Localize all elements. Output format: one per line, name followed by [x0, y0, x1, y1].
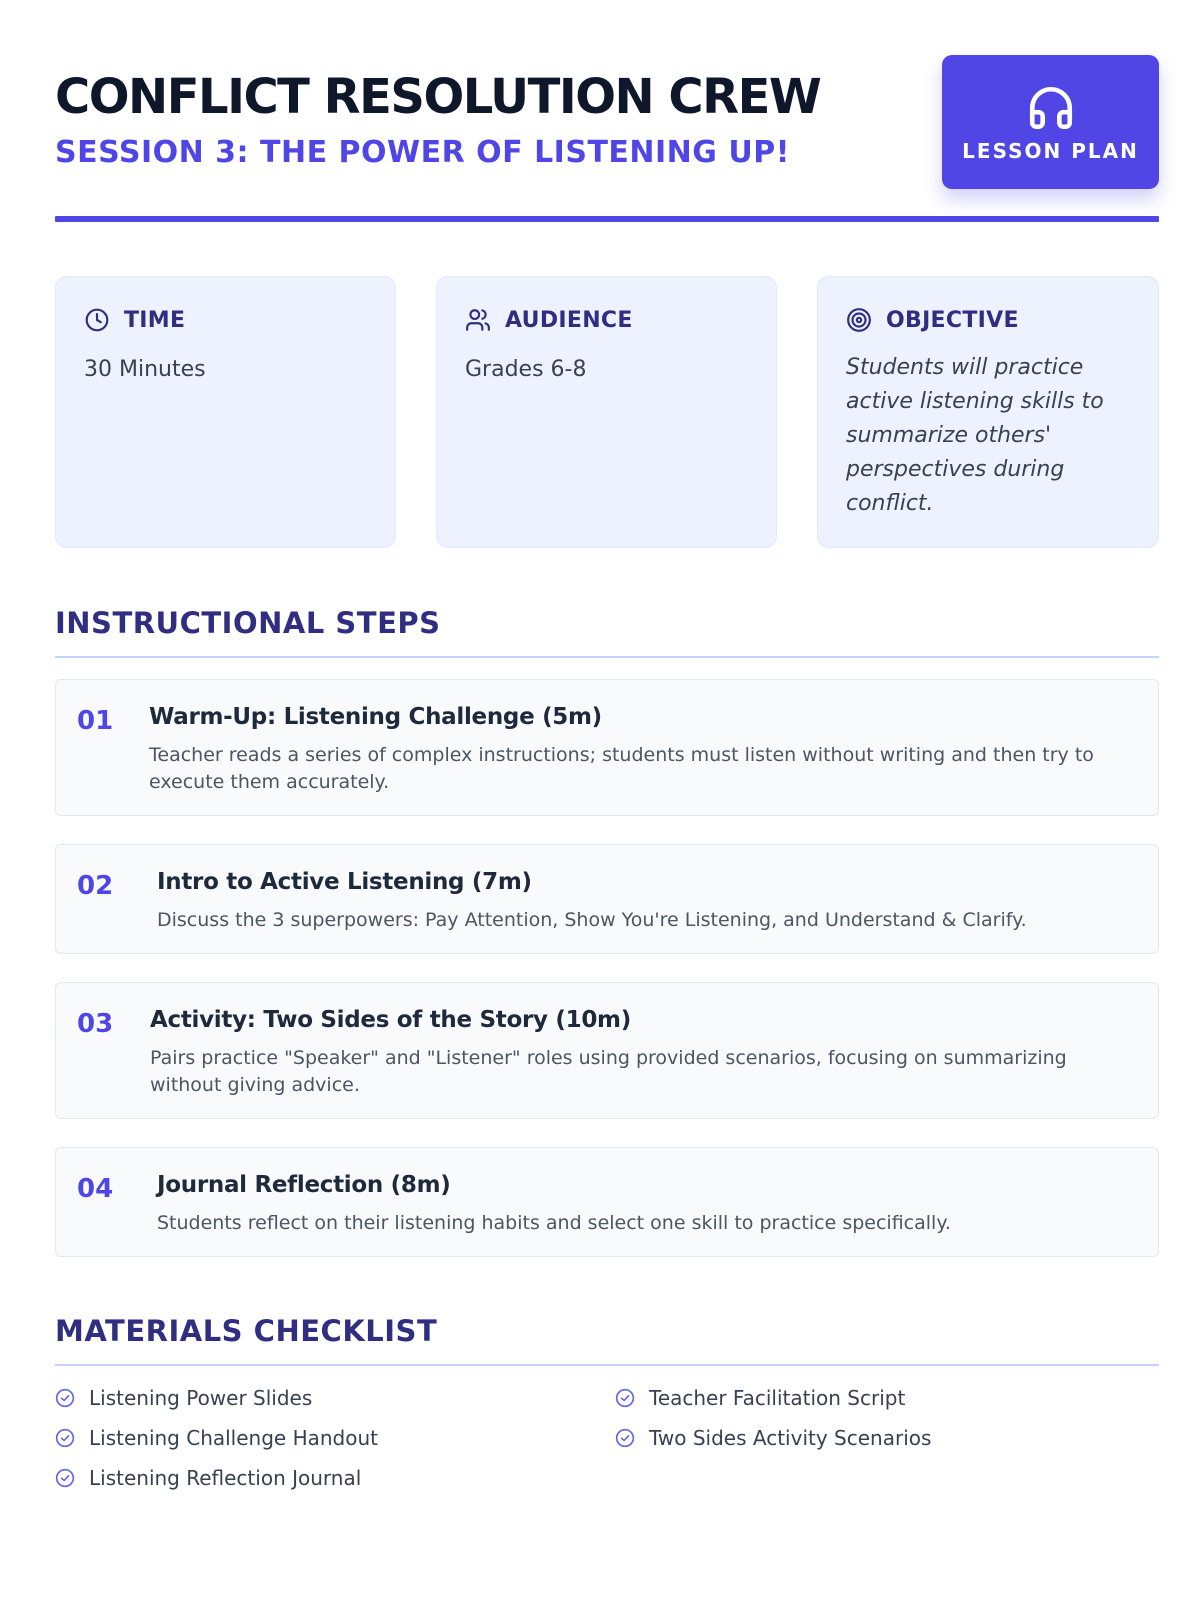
- check-circle-icon: [55, 1468, 75, 1488]
- checklist-item: [55, 1384, 312, 1412]
- check-circle-icon: [615, 1428, 635, 1448]
- clock-icon: [84, 307, 110, 333]
- check-circle-icon: [55, 1428, 75, 1448]
- time-card: [55, 276, 396, 548]
- step-description: Discuss the 3 superpowers: Pay Attention, Show You're Listening, and Understand & Clarify.: [157, 909, 1027, 931]
- audience-card-title: AUDIENCE: [505, 307, 633, 333]
- audience-card-value: Grades 6-8: [465, 357, 587, 382]
- headphones-icon: [1026, 83, 1076, 133]
- check-circle-icon: [615, 1388, 635, 1408]
- steps-section-divider: [55, 656, 1159, 658]
- materials-section-title: MATERIALS CHECKLIST: [55, 1314, 438, 1348]
- info-cards: [55, 276, 1159, 548]
- time-card-value: 30 Minutes: [84, 357, 206, 382]
- checklist-item: [615, 1424, 931, 1452]
- step-number: 02: [77, 871, 114, 901]
- step-card: [55, 1147, 1159, 1257]
- objective-card-value: Students will practice active listening skills to summarize others' perspectives during conflict.: [846, 355, 1104, 516]
- objective-card: [817, 276, 1159, 548]
- checklist-item: [55, 1424, 378, 1452]
- users-icon: [465, 307, 491, 333]
- lesson-plan-page: [55, 0, 1159, 1600]
- page-header: [55, 55, 1159, 190]
- step-description: Students reflect on their listening habits and select one skill to practice specifically.: [157, 1212, 951, 1234]
- step-title: Intro to Active Listening (7m): [157, 869, 532, 895]
- checklist-item-label: Teacher Facilitation Script: [649, 1386, 906, 1410]
- step-title: Warm-Up: Listening Challenge (5m): [149, 704, 602, 730]
- checklist-item: [615, 1384, 905, 1412]
- step-description: Teacher reads a series of complex instructions; students must listen without writing and then try to execute them accurately.: [149, 744, 1094, 793]
- header-divider: [55, 216, 1159, 222]
- step-number: 03: [77, 1009, 114, 1039]
- checklist-item-label: Listening Challenge Handout: [89, 1426, 378, 1450]
- objective-card-title: OBJECTIVE: [886, 307, 1019, 333]
- step-card: [55, 844, 1159, 954]
- materials-section-divider: [55, 1364, 1159, 1366]
- step-number: 01: [77, 706, 114, 736]
- page-title: CONFLICT RESOLUTION CREW: [55, 69, 821, 125]
- checklist-item-label: Two Sides Activity Scenarios: [649, 1426, 932, 1450]
- step-title: Activity: Two Sides of the Story (10m): [150, 1007, 631, 1033]
- time-card-title: TIME: [124, 307, 186, 333]
- audience-card: [436, 276, 777, 548]
- badge-label: LESSON PLAN: [962, 139, 1139, 163]
- step-description: Pairs practice "Speaker" and "Listener" roles using provided scenarios, focusing on summarizing without giving advice.: [150, 1047, 1067, 1096]
- lesson-plan-badge: [942, 55, 1159, 189]
- target-icon: [846, 307, 872, 333]
- checklist-item-label: Listening Power Slides: [89, 1386, 313, 1410]
- step-title: Journal Reflection (8m): [157, 1172, 451, 1198]
- checklist-item: [55, 1464, 361, 1492]
- step-card: [55, 982, 1159, 1119]
- page-subtitle: SESSION 3: THE POWER OF LISTENING UP!: [55, 135, 790, 170]
- steps-section-title: INSTRUCTIONAL STEPS: [55, 606, 441, 640]
- check-circle-icon: [55, 1388, 75, 1408]
- step-card: [55, 679, 1159, 816]
- step-number: 04: [77, 1174, 114, 1204]
- checklist-item-label: Listening Reflection Journal: [89, 1466, 362, 1490]
